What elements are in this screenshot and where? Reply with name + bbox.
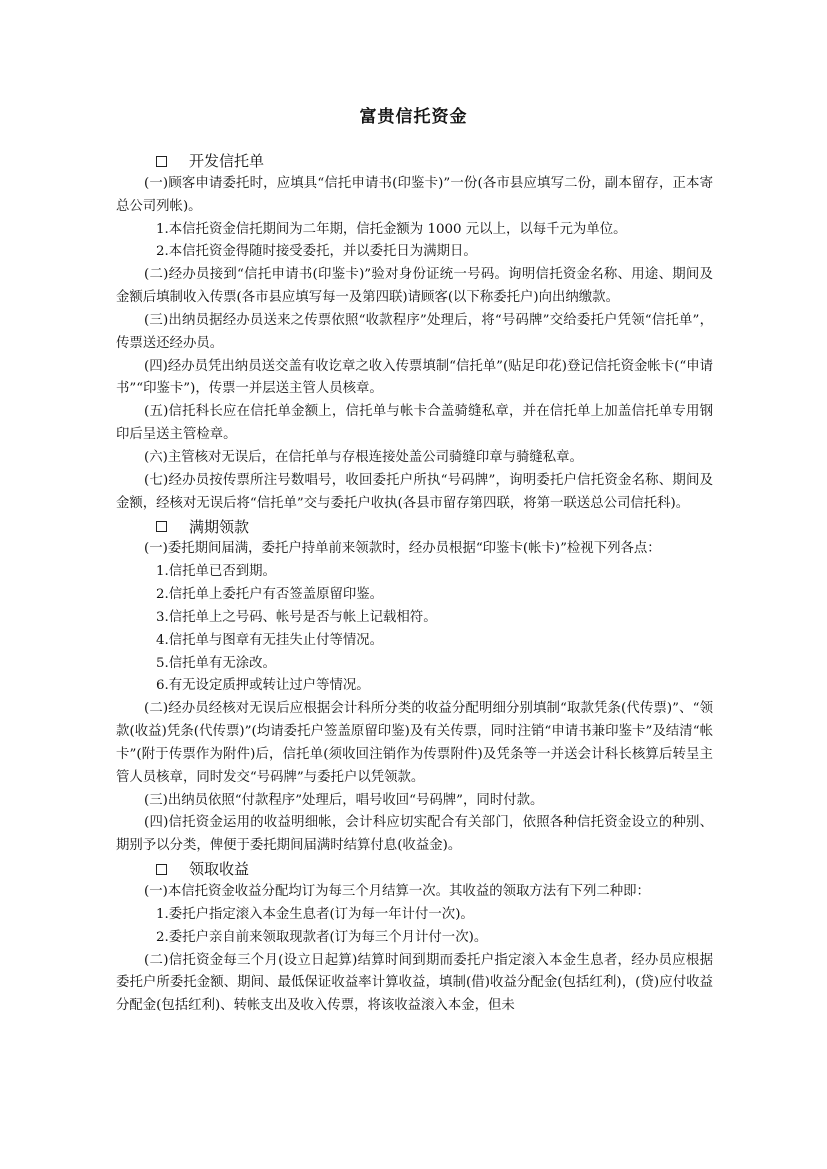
paragraph: (七)经办员按传票所注号数唱号，收回委托户所执“号码牌”，询明委托户信托资金名称、期间及金额，经核对无误后将“信托单”交与委托户收执(各县市留存第四联，将第一联送总公司信托科)。 (116, 472, 713, 511)
list-item: 6.有无设定质押或转让过户等情况。 (156, 678, 370, 694)
paragraph: (四)信托资金运用的收益明细帐，会计科应切实配合有关部门，依照各种信托资金设立的种别、期别予以分类，俾便于委托期间届满时结算付息(收益金)。 (116, 815, 713, 854)
checkbox-square-icon (156, 864, 167, 875)
section-heading (116, 516, 713, 539)
list-item: 2.本信托资金得随时接受委托，并以委托日为满期日。 (156, 244, 477, 260)
list-item: 5.信托单有无涂改。 (156, 655, 276, 671)
section-heading-label: 领取收益 (189, 860, 250, 879)
section-heading-label: 满期领款 (189, 517, 250, 536)
list-item: 1.信托单已否到期。 (156, 564, 276, 580)
document-title: 富贵信托资金 (359, 107, 468, 127)
paragraph: (六)主管核对无误后，在信托单与存根连接处盖公司骑缝印章与骑缝私章。 (144, 449, 583, 465)
list-item: 1.委托户指定滚入本金生息者(订为每一年计付一次)。 (156, 906, 474, 922)
section-heading-label: 开发信托单 (189, 152, 265, 170)
paragraph: (二)信托资金每三个月(设立日起算)结算时间到期而委托户指定滚入本金生息者，经办员应根据委托户所委托金额、期间、最低保证收益率计算收益，填制(借)收益分配金(包括红利)，(贷)应付收益分配金(包括红利)、转帐支出及收入传票，将该收益滚入本金，但未 (116, 952, 713, 1014)
checkbox-square-icon (156, 156, 167, 167)
paragraph: (二)经办员接到“信托申请书(印鉴卡)”验对身份证统一号码。询明信托资金名称、用途、期间及金额后填制收入传票(各市县应填写每一及第四联)请顾客(以下称委托户)向出纳缴款。 (116, 267, 713, 306)
paragraph: (一)委托期间届满，委托户持单前来领款时，经办员根据“印鉴卡(帐卡)”检视下列各点： (144, 541, 661, 557)
paragraph: (三)出纳员依照“付款程序”处理后，唱号收回“号码牌”，同时付款。 (144, 792, 544, 808)
paragraph: (三)出纳员据经办员送来之传票依照“收款程序”处理后，将“号码牌”交给委托户凭领“信托单”，传票送还经办员。 (116, 312, 713, 351)
paragraph: (五)信托科长应在信托单金额上，信托单与帐卡合盖骑缝私章，并在信托单上加盖信托单专用钢印后呈送主管检章。 (116, 404, 713, 443)
list-item: 2.信托单上委托户有否签盖原留印鉴。 (156, 587, 384, 603)
paragraph: (一)本信托资金收益分配均订为每三个月结算一次。其收益的领取方法有下列二种即： (144, 884, 650, 899)
paragraph: (四)经办员凭出纳员送交盖有收讫章之收入传票填制“信托单”(贴足印花)登记信托资金帐卡(“申请书”“印鉴卡”)，传票一并层送主管人员核章。 (116, 358, 713, 397)
document-body (116, 150, 713, 1018)
section-heading (116, 858, 713, 881)
list-item: 3.信托单上之号码、帐号是否与帐上记载相符。 (156, 609, 437, 625)
list-item: 2.委托户亲自前来领取现款者(订为每三个月计付一次)。 (156, 929, 488, 945)
list-item: 4.信托单与图章有无挂失止付等情况。 (156, 632, 384, 648)
checkbox-square-icon (156, 521, 167, 532)
paragraph: (一)顾客申请委托时，应填具“信托申请书(印鉴卡)”一份(各市县应填写二份，副本留存，正本寄总公司列帐)。 (116, 175, 713, 214)
section-heading (116, 150, 713, 173)
paragraph: (二)经办员经核对无误后应根据会计科所分类的收益分配明细分别填制“取款凭条(代传票)”、“领款(收益)凭条(代传票)”(均请委托户签盖原留印鉴)及有关传票，同时注销“申请书兼印鉴卡”及结清“帐卡”(附于传票作为附件)后，信托单(须收回注销作为传票附件)及凭条等一并送会计科长核算后转呈主管人员核章，同时发交“号码牌”与委托户以凭领款。 (116, 701, 713, 785)
list-item: 1.本信托资金信托期间为二年期，信托金额为 1000 元以上，以每千元为单位。 (156, 221, 627, 237)
